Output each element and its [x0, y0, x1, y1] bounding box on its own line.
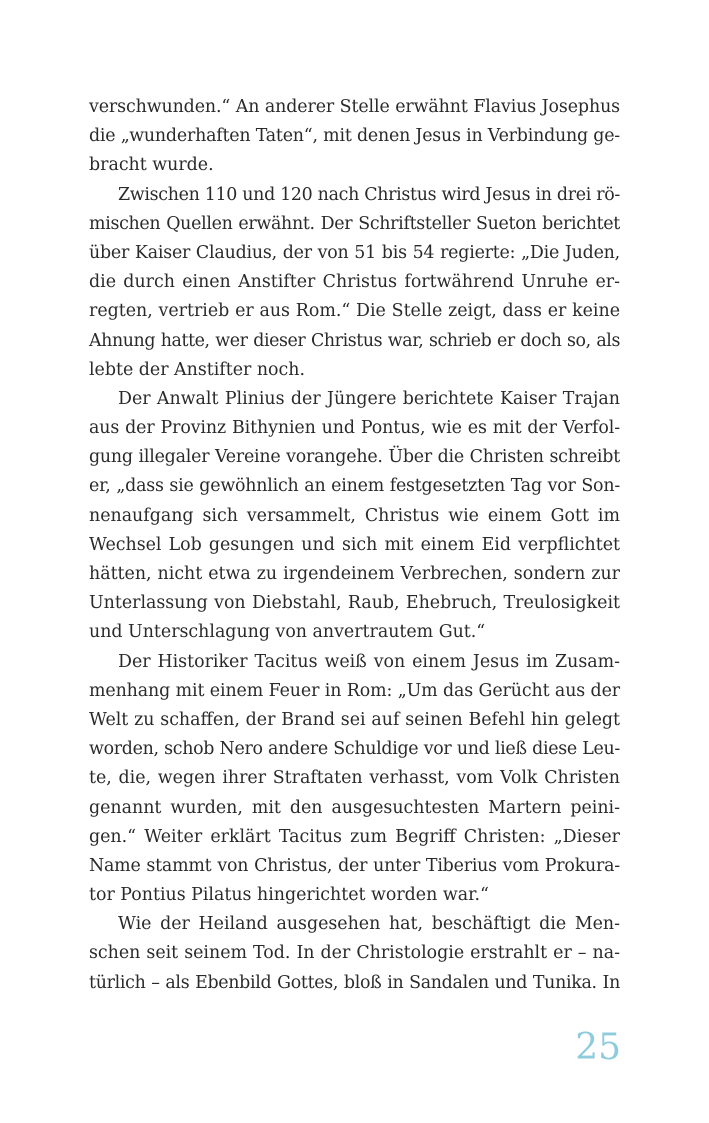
text-line: aus der Provinz Bithynien und Pontus, wie es mit der Verfol- — [89, 418, 620, 439]
text-line: worden, schob Nero andere Schuldige vor und ließ diese Leu- — [89, 739, 620, 760]
text-line: die „wunderhaften Taten“, mit denen Jesus in Verbindung ge- — [89, 126, 620, 147]
text-line: Der Historiker Tacitus weiß von einem Jesus im Zusam- — [118, 651, 620, 672]
page-number: 25 — [575, 1027, 621, 1068]
text-line: lebte der Anstifter noch. — [89, 359, 305, 380]
text-line: nenaufgang sich versammelt, Christus wie einem Gott im — [89, 505, 620, 526]
text-line: Name stammt von Christus, der unter Tiberius vom Prokura- — [89, 855, 620, 876]
text-line: und Unterschlagung von anvertrautem Gut.“ — [89, 622, 486, 643]
text-line: tor Pontius Pilatus hingerichtet worden war.“ — [89, 885, 489, 906]
text-line: Der Anwalt Plinius der Jüngere berichtete Kaiser Trajan — [118, 388, 620, 409]
text-line: Wechsel Lob gesungen und sich mit einem Eid verpflichtet — [89, 534, 620, 555]
text-line: bracht wurde. — [89, 155, 214, 176]
text-line: menhang mit einem Feuer in Rom: „Um das Gerücht aus der — [89, 680, 620, 701]
text-line: te, die, wegen ihrer Straftaten verhasst, vom Volk Christen — [89, 768, 620, 789]
text-line: die durch einen Anstifter Christus fortwährend Unruhe er- — [89, 272, 620, 293]
text-line: Welt zu schaffen, der Brand sei auf seinen Befehl hin gelegt — [89, 709, 620, 730]
text-line: Unterlassung von Diebstahl, Raub, Ehebruch, Treulosigkeit — [89, 593, 620, 614]
text-line: regten, vertrieb er aus Rom.“ Die Stelle zeigt, dass er keine — [89, 301, 620, 322]
text-line: hätten, nicht etwa zu irgendeinem Verbrechen, sondern zur — [89, 564, 620, 584]
page-body — [89, 93, 620, 998]
text-line: Zwischen 110 und 120 nach Christus wird Jesus in drei rö- — [118, 184, 620, 205]
text-line: verschwunden.“ An anderer Stelle erwähnt Flavius Josephus — [89, 97, 620, 117]
text-line: schen seit seinem Tod. In der Christologie erstrahlt er – na- — [89, 943, 620, 964]
text-line: türlich – als Ebenbild Gottes, bloß in Sandalen und Tunika. In — [89, 972, 620, 993]
text-line: über Kaiser Claudius, der von 51 bis 54 regierte: „Die Juden, — [89, 242, 620, 263]
text-line: er, „dass sie gewöhnlich an einem festgesetzten Tag vor Son- — [89, 476, 620, 497]
text-line: genannt wurden, mit den ausgesuchtesten Martern peini- — [89, 797, 620, 818]
text-line: Ahnung hatte, wer dieser Christus war, schrieb er doch so, als — [89, 330, 620, 351]
text-line: gung illegaler Vereine vorangehe. Über die Christen schreibt — [89, 447, 620, 468]
text-line: gen.“ Weiter erklärt Tacitus zum Begriff Christen: „Dieser — [89, 826, 620, 847]
text-line: Wie der Heiland ausgesehen hat, beschäftigt die Men- — [118, 914, 620, 935]
text-line: mischen Quellen erwähnt. Der Schriftsteller Sueton berichtet — [89, 213, 620, 234]
